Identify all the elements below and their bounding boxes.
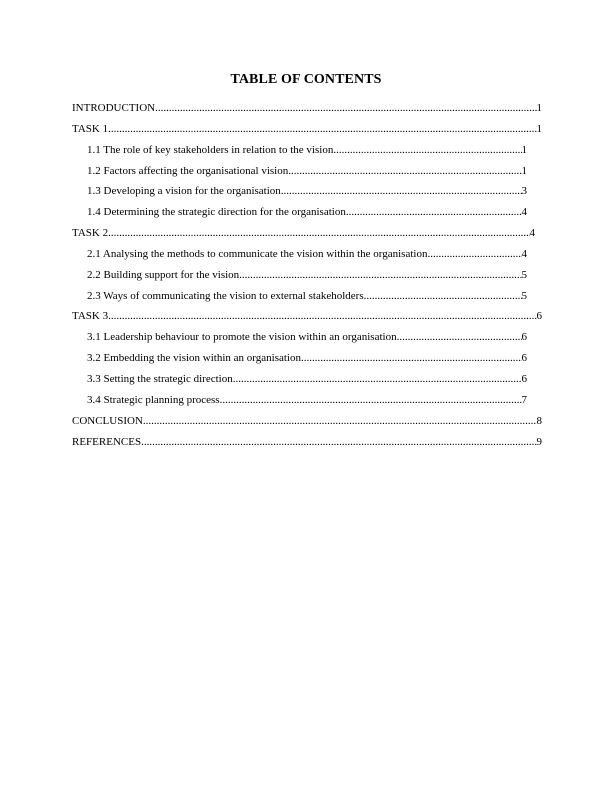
toc-dot-leader: [155, 101, 536, 115]
toc-entry-text: 3.4 Strategic planning process: [87, 393, 220, 406]
toc-entry-3-1[interactable]: [72, 330, 527, 351]
toc-entry-3-3[interactable]: [72, 372, 527, 393]
toc-dot-leader: [346, 205, 522, 219]
toc-entry-text: TASK 3: [72, 310, 109, 323]
toc-dot-leader: [333, 143, 521, 157]
toc-page-number: 4: [529, 227, 535, 240]
toc-dot-leader: [233, 372, 522, 386]
toc-entry-1-2[interactable]: [72, 164, 527, 185]
toc-entry-2-3[interactable]: [72, 289, 527, 310]
toc-entry-text: 2.2 Building support for the vision: [87, 268, 240, 281]
toc-dot-leader: [281, 184, 522, 198]
toc-dot-leader: [397, 330, 522, 344]
toc-dot-leader: [364, 289, 522, 303]
toc-entry-text: 1.1 The role of key stakeholders in relation to the vision: [87, 143, 334, 156]
toc-page-number: 6: [521, 331, 527, 344]
toc-entry-text: 2.3 Ways of communicating the vision to external stakeholders: [87, 289, 364, 302]
toc-entry-text: 3.2 Embedding the vision within an organisation: [87, 352, 301, 365]
toc-entry-text: 1.2 Factors affecting the organisational vision: [87, 164, 289, 177]
toc-page-number: 1: [521, 164, 527, 177]
toc-entry-task-3[interactable]: [72, 309, 542, 330]
toc-entry-task-2[interactable]: [72, 226, 535, 247]
toc-dot-leader: [143, 414, 537, 428]
toc-entry-text: INTRODUCTION: [72, 102, 156, 114]
toc-entry-references[interactable]: [72, 435, 542, 456]
toc-entry-text: 1.4 Determining the strategic direction for the organisation: [87, 206, 346, 219]
toc-page-number: 4: [521, 247, 527, 260]
toc-dot-leader: [239, 268, 521, 282]
toc-page-number: 1: [536, 122, 542, 135]
toc-page-number: 4: [521, 206, 527, 219]
toc-title: TABLE OF CONTENTS: [230, 72, 382, 87]
toc-dot-leader: [301, 351, 522, 365]
toc-entry-text: REFERENCES: [72, 435, 142, 448]
toc-page-number: 6: [536, 310, 542, 323]
toc-entry-text: 2.1 Analysing the methods to communicate the vision within the organisation: [87, 247, 428, 260]
toc-page-number: 8: [536, 414, 542, 427]
toc-entry-text: TASK 2: [72, 227, 109, 240]
toc-page-number: 6: [521, 352, 527, 365]
toc-entry-conclusion[interactable]: [72, 414, 542, 435]
toc-page-number: 5: [521, 268, 527, 281]
toc-entry-2-2[interactable]: [72, 268, 527, 289]
toc-entry-1-1[interactable]: [72, 143, 527, 164]
toc-page-number: 7: [521, 393, 527, 406]
toc-page-number: 9: [536, 435, 542, 448]
toc-dot-leader: [288, 164, 521, 178]
toc-entry-task-1[interactable]: [72, 122, 542, 143]
toc-entry-1-4[interactable]: [72, 205, 527, 226]
toc-list: [72, 101, 542, 455]
toc-entry-2-1[interactable]: [72, 247, 527, 268]
toc-dot-leader: [220, 393, 522, 407]
toc-dot-leader: [427, 247, 521, 261]
toc-entry-text: CONCLUSION: [72, 414, 143, 427]
toc-dot-leader: [108, 309, 536, 323]
toc-dot-leader: [108, 226, 529, 240]
toc-dot-leader: [141, 435, 536, 449]
toc-entry-1-3[interactable]: [72, 184, 527, 205]
toc-page-number: 5: [521, 289, 527, 302]
toc-page-number: 3: [521, 185, 527, 198]
toc-entry-3-4[interactable]: [72, 393, 527, 414]
toc-entry-text: 1.3 Developing a vision for the organisation: [87, 185, 281, 198]
toc-entry-text: 3.3 Setting the strategic direction: [87, 372, 233, 385]
toc-dot-leader: [108, 122, 536, 136]
toc-page-number: 1: [521, 143, 527, 156]
toc-entry-introduction[interactable]: [72, 101, 542, 122]
toc-entry-3-2[interactable]: [72, 351, 527, 372]
toc-entry-text: 3.1 Leadership behaviour to promote the vision within an organisation: [87, 331, 397, 344]
toc-page-number: 1: [536, 102, 542, 114]
toc-page-number: 6: [521, 372, 527, 385]
toc-entry-text: TASK 1: [72, 122, 109, 135]
